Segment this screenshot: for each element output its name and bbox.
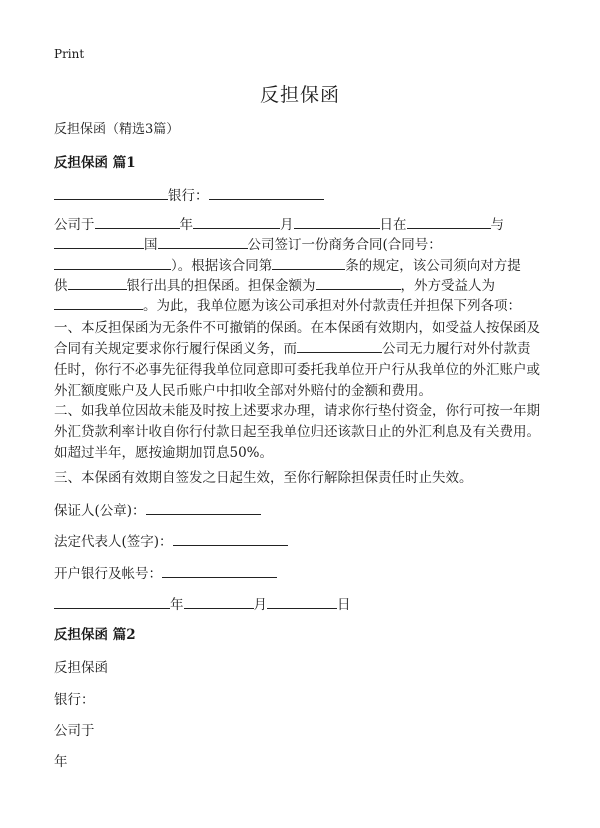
bank-line (54, 184, 324, 204)
with-label: 与 (490, 217, 504, 233)
contract-line-b (54, 233, 442, 253)
date-line (54, 593, 351, 613)
clause-line: 如超过半年，愿按逾期加罚息50%。 (54, 445, 274, 461)
blank (193, 215, 280, 229)
blank (54, 235, 144, 249)
day-label: 日 (337, 597, 351, 613)
section1-heading: 反担保函 篇1 (54, 155, 136, 171)
document-title: 反担保函 (259, 84, 340, 106)
clause-text: 供 (54, 278, 68, 294)
bank-label: 银行： (168, 188, 209, 204)
clause-text: 。为此，我单位愿为该公司承担对外付款责任并担保下列各项： (143, 298, 521, 314)
blank (407, 215, 491, 229)
day-label: 日在 (379, 217, 407, 233)
year-label: 年 (179, 217, 193, 233)
print-label: Print (54, 47, 85, 61)
bank-account-line (54, 562, 277, 582)
country-label: 国 (144, 237, 158, 253)
legal-rep-label: 法定代表人(签字)： (54, 534, 173, 550)
section2-line: 银行： (54, 692, 95, 708)
legal-rep-blank (173, 532, 288, 546)
clause-line: 合同有关规定要求你行履行保函义务，而 公司无力履行对外付款责 (54, 341, 531, 357)
contract-line-c (54, 254, 521, 274)
blank (95, 215, 180, 229)
month-label: 月 (280, 217, 294, 233)
bank-account-blank (162, 564, 277, 578)
clause-line: 任时，你行不必事先征得我单位同意即可委托我单位开户行从我单位的外汇账户或 (54, 362, 540, 378)
blank (297, 339, 382, 353)
guarantor-line (54, 499, 261, 519)
blank (272, 256, 345, 270)
clause-text: 银行出具的担保函。担保金额为 (126, 278, 316, 294)
clause-line: 一、本反担保函为无条件不可撤销的保函。在本保函有效期内，如受益人按保函及 (54, 320, 540, 336)
guarantor-blank (146, 501, 261, 515)
section2-line: 公司于 (54, 723, 95, 739)
blank (294, 215, 380, 229)
contract-signed-text: 公司签订一份商务合同(合同号： (247, 237, 442, 253)
clause-1 (54, 318, 548, 402)
clause-2 (54, 401, 548, 464)
section2-heading: 反担保函 篇2 (54, 627, 136, 643)
company-label: 公司于 (54, 217, 95, 233)
blank (68, 276, 127, 290)
year-blank (54, 595, 170, 609)
bank-account-label: 开户银行及帐号： (54, 566, 162, 582)
legal-rep-line (54, 530, 288, 550)
month-blank (184, 595, 254, 609)
blank (54, 296, 143, 310)
month-label: 月 (253, 597, 267, 613)
bank-name-blank (54, 186, 168, 200)
section2-line: 反担保函 (54, 660, 108, 676)
clause-text: ，外方受益人为 (400, 278, 495, 294)
guarantor-label: 保证人(公章)： (54, 503, 146, 519)
clause-line: 外汇贷款利率计收自你行付款日起至我单位归还该款日止的外汇利息及有关费用。 (54, 424, 540, 440)
bank-value-blank (209, 186, 324, 200)
clause-text: 条的规定，该公司须向对方提 (345, 258, 521, 274)
clause-line: 二、如我单位因故未能及时按上述要求办理，请求你行垫付资金，你行可按一年期 (54, 403, 540, 419)
year-label: 年 (170, 597, 184, 613)
clause-text: ）。根据该合同第 (171, 258, 273, 274)
contract-line-a (54, 213, 504, 233)
clause-line: 外汇额度账户及人民币账户中扣收全部对外赔付的金额和费用。 (54, 383, 432, 399)
blank (54, 256, 171, 270)
blank (158, 235, 248, 249)
day-blank (267, 595, 337, 609)
document-subtitle: 反担保函（精选3篇） (54, 122, 180, 137)
blank (316, 276, 401, 290)
section2-line: 年 (54, 754, 68, 770)
clause-3: 三、本保函有效期自签发之日起生效，至你行解除担保责任时止失效。 (54, 470, 473, 486)
contract-line-d (54, 274, 495, 294)
contract-line-e (54, 294, 521, 314)
